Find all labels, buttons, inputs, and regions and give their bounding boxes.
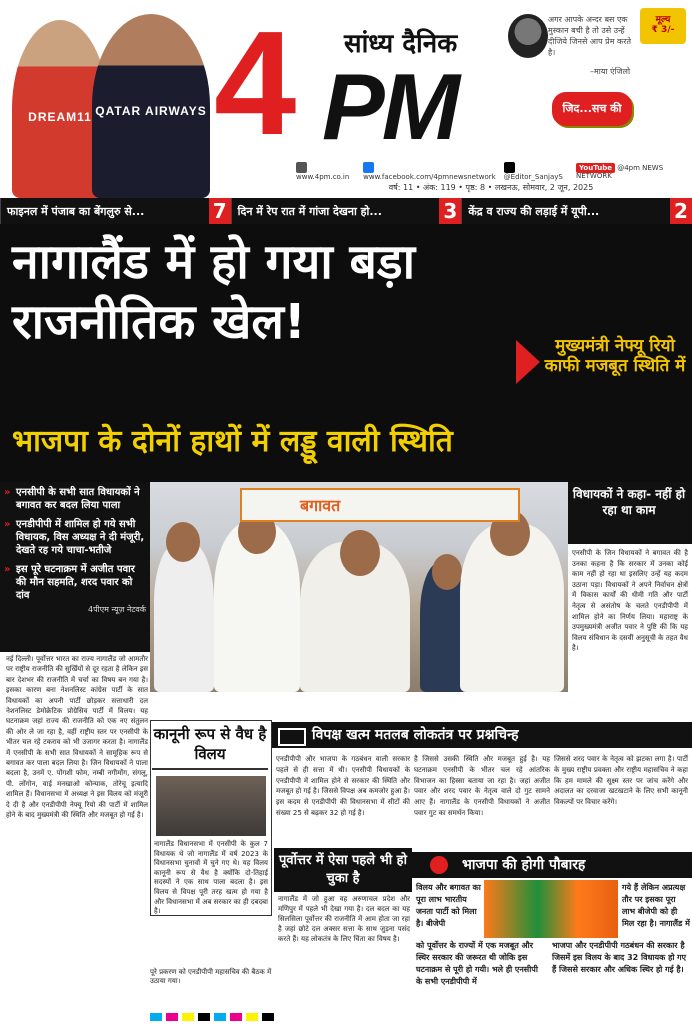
bjp-bottom-text-2: भाजपा और एनडीपीपी गठबंधन की सरकार है जिसमें इस विलय के बाद 32 विधायक हो गए हैं जिससे सरकार और अधिक स्थिर हो गई है। xyxy=(552,941,687,974)
law-story-title: कानूनी रूप से वैध है विलय xyxy=(152,724,268,770)
bjp-column-2: गये हैं लेकिन अप्रत्यक्ष तौर पर इसका पूरा लाभ बीजेपी को ही मिल रहा है। नागालैंड में xyxy=(622,883,690,928)
registration-swatch xyxy=(246,1013,258,1021)
slogan-badge: जिद...सच की xyxy=(552,92,632,126)
registration-swatch xyxy=(182,1013,194,1021)
northeast-story-body: नागालैंड में जो हुआ वह अरुणाचल प्रदेश और मणिपुर में पहले भी देखा गया है। दल बदल का यह सिलसिला पूर्वोत्तर की राजनीति में आम होता जा रहा है जहां छोटे दल अक्सर सत्ता के साथ जुड़ना पसंद करते हैं। यह लोकतंत्र के लिए चिंता का विषय है। xyxy=(278,895,410,943)
price-value: ₹ 3/- xyxy=(651,25,675,35)
bullet-points-box xyxy=(0,482,150,652)
law-story-photo xyxy=(156,776,266,836)
subheadline: भाजपा के दोनों हाथों में लड्डू वाली स्थिति xyxy=(12,424,453,459)
registration-swatch xyxy=(166,1013,178,1021)
teaser-page-number: 7 xyxy=(209,198,231,224)
bjp-flags-photo xyxy=(484,880,618,938)
byline: 4पीएम न्यूज़ नेटवर्क xyxy=(88,605,146,614)
facebook-link[interactable]: www.facebook.com/4pmnewsnetwork xyxy=(363,162,496,181)
registration-swatch xyxy=(214,1013,226,1021)
x-icon xyxy=(504,162,515,173)
jersey-right-text: QATAR AIRWAYS xyxy=(95,104,207,118)
website-link[interactable]: www.4pm.co.in xyxy=(296,162,355,181)
teaser-page-number: 3 xyxy=(439,198,461,224)
law-story-caption: पूरे प्रकरण को एनडीपीपी महासचिव की बैठक में उठाया गया। xyxy=(150,968,272,985)
person-head xyxy=(340,530,380,576)
facebook-icon xyxy=(363,162,374,173)
bjp-story-title: भाजपा की होगी पौबारह xyxy=(412,852,692,878)
lead-article-body: नई दिल्ली। पूर्वोत्तर भारत का राज्य नागालैंड जो आमतौर पर राष्ट्रीय राजनीति की सुर्खियों से दूर रहता है लेकिन इस बार देशभर की राजनीति में चर्चा का विषय बन गया है। इसका कारण बना नेशनलिस्ट कांग्रेस पार्टी के सात विधायकों का अपनी पार्टी छोड़कर सत्ताधारी दल नेशनलिस्ट डेमोक्रेटिक प्रोग्रेसिव पार्टी में विलय। यह घटनाक्रम जहां राज्य की राजनीति को एक नए संतुलन की ओर ले जा रहा है, वहीं राष्ट्रीय स्तर पर एनसीपी के भीतर चल रहे टकराव को भी उजागर करता है। नागालैंड में एनसीपी के सभी सात विधायकों ने सामूहिक रूप से बगावत कर पाला बदल लिया है। जिन विधायकों ने पाला बदला है, उनमें ए. पोंगशी फोम, नम्बी नगीमोंग, संगलू, पी. लोंगोन, वाई मनखाओ कोन्याक, तोरेचू इत्यादि शामिल हैं। विधानसभा में अध्यक्ष ने इस विलय को मंजूरी दे दी है और एनडीपीपी नेफ्यू रियो की पार्टी में शामिल होने के बाद मुख्यमंत्री की स्थिति और मजबूत हो गई है। xyxy=(6,655,148,820)
registration-swatch xyxy=(150,1013,162,1021)
right-article-body: एनसीपी के जिन विधायकों ने बगावत की है उनका कहना है कि सरकार में उनका कोई काम नहीं हो रहा था इसलिए उन्हें यह कदम उठाना पड़ा। विधायकों ने अपने निर्वाचन क्षेत्रों में विकास कार्यों की धीमी गति और पार्टी नेतृत्व से असंतोष के चलते एनडीपीपी में शामिल होने का निर्णय लिया। महाराष्ट्र के उपमुख्यमंत्री अजीत पवार ने पुष्टि की कि यह विलय संविधान के दसवीं अनुसूची के तहत वैध है। xyxy=(572,549,688,653)
teaser-bar xyxy=(0,198,692,224)
person-head xyxy=(166,522,200,562)
northeast-story-title: पूर्वोत्तर में ऐसा पहले भी हो चुका है xyxy=(274,848,412,892)
cricketer-right-image xyxy=(92,14,210,198)
opposition-column-3: जिससे शरद पवार के नेतृत्व को झटका लगा है। पार्टी के मुख्य राष्ट्रीय प्रवक्ता और राष्ट्रीय महासचिव ने कहा कि हम मामले की सूक्ष्म स्तर पर जांच करेंगे और अदालत का दरवाजा खटखटाने के लिए सभी कानूनी विकल्पों पर विचार करेंगे। xyxy=(554,755,688,807)
print-registration-strip xyxy=(0,1010,692,1024)
registration-swatch xyxy=(230,1013,242,1021)
bullet-point: » एनडीपीपी में शामिल हो गये सभी विधायक, विस अध्यक्ष ने दी मंजूरी, देखते रह गये चाचा-भतीजे xyxy=(4,518,146,557)
bjp-column-1: विलय और बगावत का पूरा लाभ भारतीय जनता पार्टी को मिला है। बीजेपी xyxy=(416,883,481,928)
law-story-body: नागालैंड विधानसभा में एनसीपी के कुल 7 विधायक थे जो नागालैंड में वर्ष 2023 के विधानसभा चुनावों में चुने गए थे। यह विलय कानूनी रूप से वैध है क्योंकि दो-तिहाई सदस्यों ने एक साथ पाला बदला है। इस विलय से विपक्ष पूरी तरह खत्म हो गया है और विधानसभा में अब सरकार का ही दबदबा है। xyxy=(154,840,268,916)
opposition-column-2: है जिससे उसकी स्थिति और मजबूत हुई है। यह घटनाक्रम एनसीपी के भीतर चल रहे आंतरिक विभाजन का हिस्सा बताया जा रहा है। जहां अजीत पवार और शरद पवार के नेतृत्व वाले दो गुट सामने आए हैं। नागालैंड के एनसीपी विधायकों ने अजीत पवार गुट का समर्थन किया। xyxy=(414,755,550,817)
jersey-left-text: DREAM11 xyxy=(28,110,92,124)
price-label: मूल्य xyxy=(655,15,671,25)
paper-name: सांध्य दैनिक xyxy=(344,29,458,59)
social-links xyxy=(296,162,686,181)
headline-line-1: नागालैंड में हो गया बड़ा xyxy=(12,234,416,290)
arrow-icon xyxy=(516,340,540,384)
bullet-point: » एनसीपी के सभी सात विधायकों ने बगावत कर बदल लिया पाला xyxy=(4,486,146,512)
bullet-point: » इस पूरे घटनाक्रम में अजीत पवार की मौन सहमति, शरद पवार को दांव xyxy=(4,563,146,602)
youtube-link[interactable]: YouTube @4pm NEWS NETWORK xyxy=(576,163,664,180)
quote-author: –माया एंजिलो xyxy=(590,67,631,76)
person-head xyxy=(432,554,462,590)
teaser-item[interactable]: फाइनल में पंजाब का बेंगलुरु से... 7 xyxy=(0,198,231,224)
twitter-link[interactable]: @Editor_SanjayS xyxy=(504,162,568,181)
bjp-bottom-text-1: को पूर्वोत्तर के राज्यों में एक मजबूत और स्थिर सरकार की जरूरत थी जोकि इस घटनाक्रम से पूरी हो गयी। भले ही एनसीपी के सभी एनडीपीपी में xyxy=(416,941,538,986)
opposition-story-title: विपक्ष खत्म मतलब लोकतंत्र पर प्रश्नचिन्ह xyxy=(272,722,692,748)
opposition-column-1: एनडीपीपी और भाजपा के गठबंधन वाली सरकार पहले से ही सत्ता में थी। एनसीपी विधायकों के एनडीपीपी में शामिल होने से सरकार की स्थिति और मजबूत हो गई है। जिससे विपक्ष अब कमजोर हुआ है। इस कदम से एनडीपीपी की विधानसभा में सीटों की संख्या 25 से बढ़कर 32 हो गई है। xyxy=(276,755,410,817)
logo-letters: PM xyxy=(322,54,457,159)
right-callout-title: विधायकों ने कहा- नहीं हो रहा था काम xyxy=(572,487,686,517)
globe-icon xyxy=(296,162,307,173)
photo-backdrop-banner xyxy=(240,488,520,522)
side-headline: मुख्यमंत्री नेफ्यू रियो काफी मजबूत स्थिति में xyxy=(544,336,686,376)
teaser-item[interactable]: दिन में रेप रात में गांजा देखना हो... 3 xyxy=(231,198,462,224)
logo-number: 4 xyxy=(214,1,291,166)
daily-quote: अगर आपके अन्दर बस एक मुस्कान बची है तो उसे उन्हें दीजिये जिनसे आप प्रेम करते है। xyxy=(548,15,632,57)
photo-banner-text: बगावत xyxy=(300,496,341,515)
dateline: वर्ष: 11 • अंक: 119 • पृष्ठ: 8 • लखनऊ, सोमवार, 2 जून, 2025 xyxy=(388,183,594,192)
registration-swatch xyxy=(198,1013,210,1021)
registration-swatch xyxy=(262,1013,274,1021)
quote-author-portrait xyxy=(508,14,548,58)
teaser-page-number: 2 xyxy=(670,198,692,224)
price-badge xyxy=(640,8,686,44)
headline-line-2: राजनीतिक खेल! xyxy=(12,294,306,350)
person-figure xyxy=(154,542,214,692)
teaser-item[interactable]: केंद्र व राज्य की लड़ाई में यूपी... 2 xyxy=(461,198,692,224)
